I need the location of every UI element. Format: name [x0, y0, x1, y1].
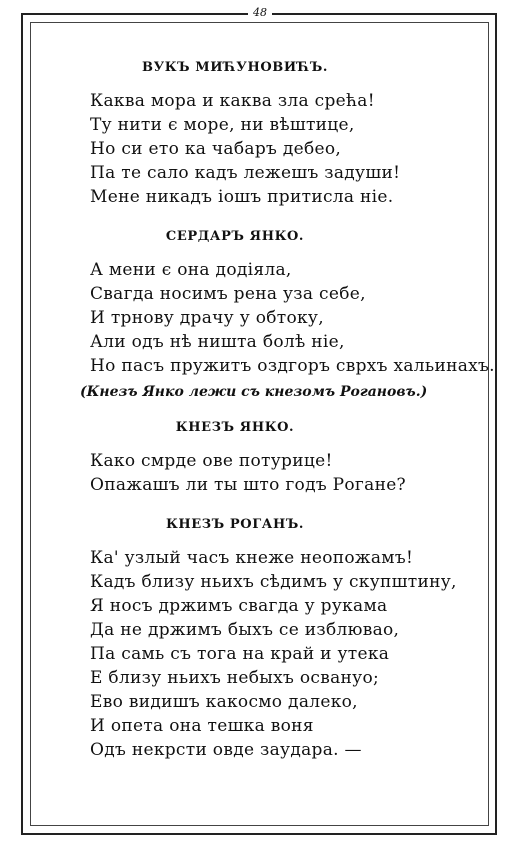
- verse-line: Ка' узлый часъ кнеже неопожамъ!: [90, 548, 414, 568]
- verse-line: Како смрде ове потурице!: [90, 451, 333, 471]
- verse-line: Я носъ држимъ свагда у рукама: [90, 596, 388, 616]
- verse-line: Да не држимъ быхъ се изблювао,: [90, 620, 400, 640]
- page-number: [0, 6, 520, 20]
- verse-line: Е близу ньихъ небыхъ освануо;: [90, 668, 380, 688]
- section-knez-yanko: [90, 420, 470, 497]
- section-vuk: [90, 60, 470, 209]
- verse-line: Па те сало кадъ лежешъ задуши!: [90, 163, 401, 183]
- section-serdar: [80, 229, 495, 400]
- verse-line: Ево видишъ какосмо далеко,: [90, 692, 358, 712]
- stage-direction: (Кнезъ Янко лежи съ кнезомъ Рогановъ.): [80, 384, 428, 400]
- speaker-heading: ВУКЪ МИЋУНОВИЋЪ.: [141, 60, 329, 75]
- verse-line: Но пасъ пружитъ оздгоръ сврхъ хальинахъ.: [90, 356, 495, 376]
- verse-line: Али одъ нѣ ништа болѣ ніе,: [90, 332, 345, 352]
- speaker-heading: КНЕЗЪ РОГАНЪ.: [165, 517, 305, 532]
- speaker-heading: СЕРДАРЪ ЯНКО.: [165, 229, 305, 244]
- verse-line: И опета она тешка воня: [90, 716, 314, 736]
- verse-line: Каква мора и каква зла срећа!: [90, 91, 375, 111]
- verse-line: Но си ето ка чабаръ дебео,: [90, 139, 342, 159]
- poem-body: [80, 60, 495, 782]
- verse-line: И трнову драчу у обтоку,: [90, 308, 324, 328]
- verse-line: Па самь съ тога на край и утека: [90, 644, 390, 664]
- verse-line: Ту нити є море, ни вѣштице,: [90, 115, 355, 135]
- verse-line: А мени є она додіяла,: [90, 260, 292, 280]
- speaker-heading: КНЕЗЪ ЯНКО.: [175, 420, 295, 435]
- page-number-text: 48: [248, 6, 272, 19]
- section-knez-rogan: [90, 517, 470, 762]
- verse-line: Мене никадъ іошъ притисла ніе.: [90, 187, 394, 207]
- verse-line: Свагда носимъ рена уза себе,: [90, 284, 366, 304]
- verse-line: Опажашъ ли ты што годъ Рогане?: [90, 475, 406, 495]
- verse-line: Одъ некрсти овде заудара. —: [90, 740, 362, 760]
- verse-line: Кадъ близу ньихъ сѣдимъ у скупштину,: [90, 572, 457, 592]
